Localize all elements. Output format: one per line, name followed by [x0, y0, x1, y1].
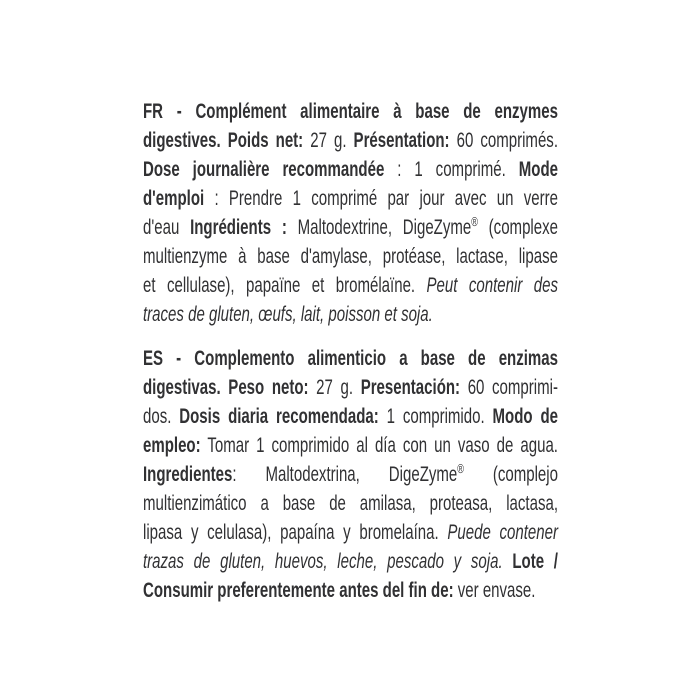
label-line [143, 271, 558, 300]
text-segment: Ingredientes [143, 463, 233, 486]
label-line [143, 184, 558, 213]
text-segment: Puede contener [447, 521, 558, 544]
paragraph-fr [143, 97, 558, 329]
text-segment: traces de gluten, œufs, lait, poisson et soja. [143, 303, 433, 326]
text-segment: Presentación: [360, 376, 461, 399]
text-segment: Peut contenir des [426, 274, 559, 297]
label-line [143, 547, 558, 576]
text-segment: multienzimático a base de amilasa, proteasa, lactasa, [143, 492, 558, 515]
text-segment: FR - Complément alimentaire à base de enzymes [143, 100, 558, 123]
label-line [143, 344, 558, 373]
text-segment: trazas de gluten, huevos, leche, pescado y soja. [143, 550, 513, 573]
text-segment: 27 g. [303, 129, 354, 152]
text-segment: lipasa y celulasa), papaína y bromelaína. [143, 521, 448, 544]
text-segment: dos. [143, 405, 180, 428]
text-segment: digestives. Poids net: [143, 129, 304, 152]
text-segment: Dosis diaria recomendada: [179, 405, 379, 428]
label-line [143, 300, 558, 329]
label-line [143, 213, 558, 242]
text-segment: et cellulase), papaïne et bromélaïne. [143, 274, 427, 297]
registered-trademark-symbol: ® [457, 462, 464, 476]
label-text-block [143, 97, 558, 620]
text-segment: empleo: [143, 434, 201, 457]
label-line [143, 431, 558, 460]
text-segment: 1 comprimido. [378, 405, 493, 428]
text-segment: : 1 comprimé. [384, 158, 519, 181]
label-line [143, 126, 558, 155]
text-segment: Mode [518, 158, 558, 181]
label-line [143, 576, 558, 605]
paragraph-es [143, 344, 558, 605]
text-segment: ver envase. [453, 579, 536, 602]
text-segment: Tomar 1 comprimido al día con un vaso de agua. [200, 434, 558, 457]
label-line [143, 242, 558, 271]
text-segment: Dose journalière recommandée [143, 158, 385, 181]
text-segment: Modo de [492, 405, 558, 428]
text-segment: 27 g. [308, 376, 361, 399]
text-segment: 60 comprimés. [449, 129, 559, 152]
text-segment: digestivas. Peso neto: [143, 376, 309, 399]
text-segment: d'emploi [143, 187, 205, 210]
text-segment: Ingrédients : [190, 216, 287, 239]
label-line [143, 460, 558, 489]
text-segment: multienzyme à base d'amylase, protéase, lactase, lipase [143, 245, 558, 268]
text-segment: Maltodextrine, DigeZyme [286, 216, 472, 239]
label-line [143, 518, 558, 547]
text-segment: ES - Complemento alimenticio a base de enzimas [143, 347, 558, 370]
registered-trademark-symbol: ® [471, 215, 478, 229]
text-segment: Lote / [512, 550, 558, 573]
text-segment: Consumir preferentemente antes del fin de: [143, 579, 454, 602]
text-segment: : Maltodextrina, DigeZyme [232, 463, 458, 486]
text-segment: (complexe [477, 216, 558, 239]
text-segment: : Prendre 1 comprimé par jour avec un verre [204, 187, 558, 210]
label-line [143, 402, 558, 431]
label-line [143, 155, 558, 184]
label-line [143, 373, 558, 402]
label-line [143, 489, 558, 518]
text-segment: (complejo [463, 463, 558, 486]
text-segment: d'eau [143, 216, 191, 239]
text-segment: Présentation: [353, 129, 450, 152]
text-segment: 60 comprimi- [460, 376, 558, 399]
label-line [143, 97, 558, 126]
